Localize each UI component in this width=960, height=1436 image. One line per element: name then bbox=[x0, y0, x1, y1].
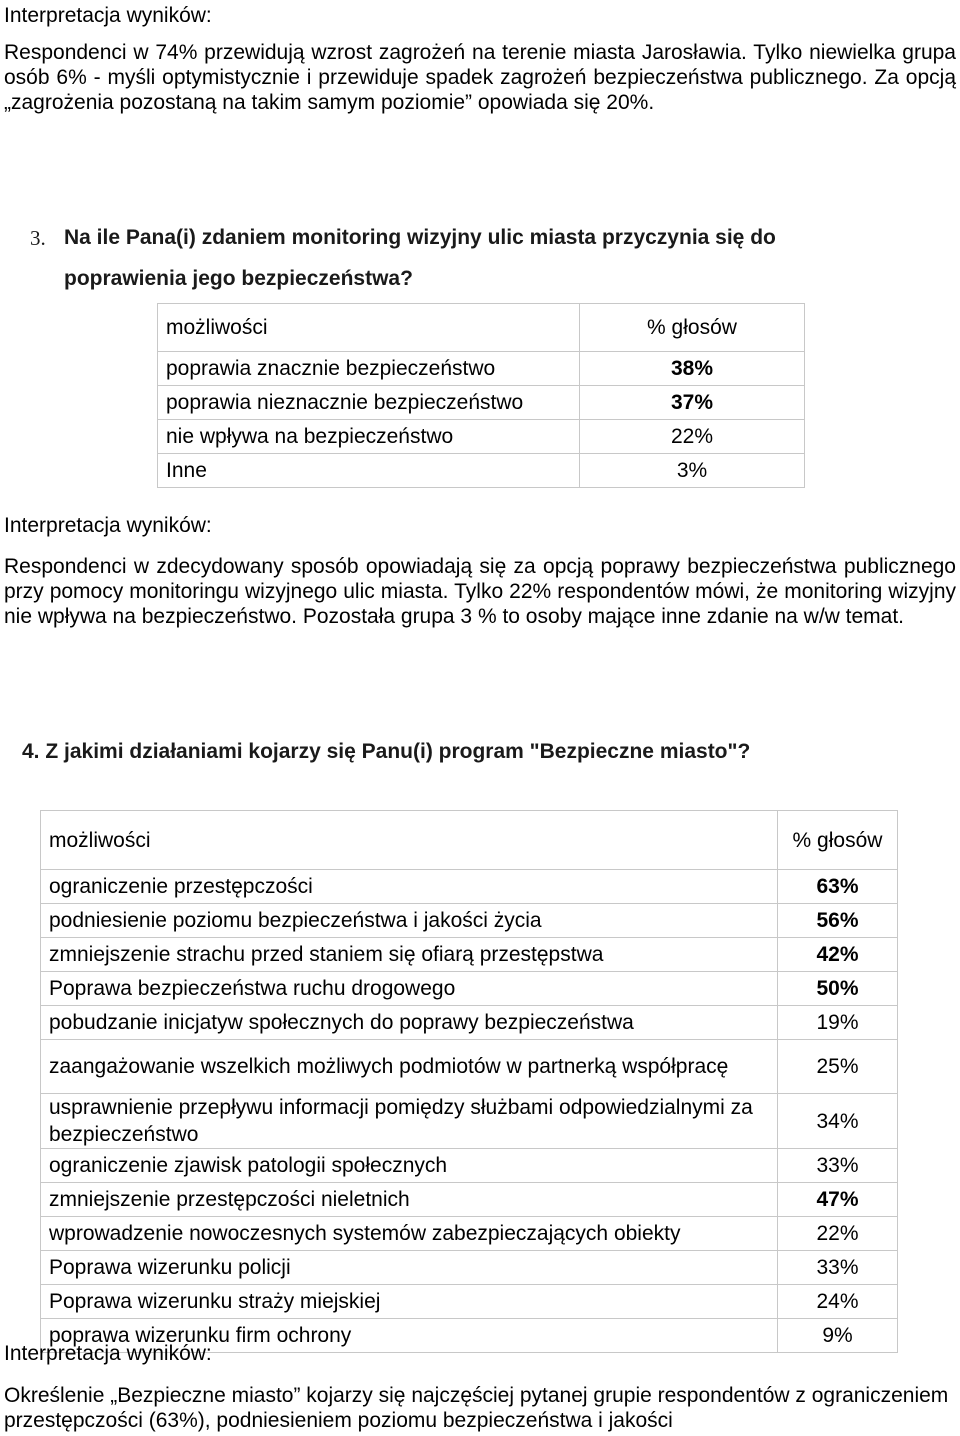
table-row bbox=[41, 1183, 898, 1217]
row-option: zmniejszenie przestępczości nieletnich bbox=[41, 1183, 778, 1217]
row-pct: 56% bbox=[778, 904, 898, 938]
row-pct: 9% bbox=[778, 1319, 898, 1353]
row-option: wprowadzenie nowoczesnych systemów zabezpieczających obiekty bbox=[41, 1217, 778, 1251]
header-option: możliwości bbox=[41, 811, 778, 870]
question-3-line1: Na ile Pana(i) zdaniem monitoring wizyjny ulic miasta przyczynia się do bbox=[64, 226, 776, 249]
row-pct: 19% bbox=[778, 1006, 898, 1040]
row-option: zaangażowanie wszelkich możliwych podmiotów w partnerką współpracę bbox=[41, 1040, 778, 1094]
table-row bbox=[41, 870, 898, 904]
row-pct: 34% bbox=[778, 1094, 898, 1149]
table-row bbox=[158, 352, 805, 386]
table-row bbox=[158, 420, 805, 454]
row-option: zmniejszenie strachu przed staniem się ofiarą przestępstwa bbox=[41, 938, 778, 972]
table-row bbox=[41, 1040, 898, 1094]
row-pct: 3% bbox=[580, 454, 805, 488]
row-pct: 22% bbox=[778, 1217, 898, 1251]
table-row bbox=[41, 1217, 898, 1251]
header-option: możliwości bbox=[158, 304, 580, 352]
row-option: podniesienie poziomu bezpieczeństwa i jakości życia bbox=[41, 904, 778, 938]
row-pct: 33% bbox=[778, 1149, 898, 1183]
row-pct: 42% bbox=[778, 938, 898, 972]
interpretation-text-2: Respondenci w zdecydowany sposób opowiadają się za opcją poprawy bezpieczeństwa publicznego przy pomocy monitoringu wizyjnego ulic miasta. Tylko 22% respondentów mówi, że monitoring wizyjny nie wpływa na bezpieczeństwo. Pozostała grupa 3 % to osoby mające inne zdanie na w/w temat. bbox=[4, 555, 956, 628]
interpretation-label-1: Interpretacja wyników: bbox=[4, 4, 212, 27]
row-option: ograniczenie zjawisk patologii społecznych bbox=[41, 1149, 778, 1183]
row-option: ograniczenie przestępczości bbox=[41, 870, 778, 904]
row-option: nie wpływa na bezpieczeństwo bbox=[158, 420, 580, 454]
row-option: poprawia znacznie bezpieczeństwo bbox=[158, 352, 580, 386]
header-pct: % głosów bbox=[580, 304, 805, 352]
table-row bbox=[41, 938, 898, 972]
table-header-row bbox=[158, 304, 805, 352]
row-option: poprawa wizerunku firm ochrony bbox=[41, 1319, 778, 1353]
table-row bbox=[41, 1285, 898, 1319]
row-pct: 25% bbox=[778, 1040, 898, 1094]
table-row bbox=[41, 1149, 898, 1183]
row-pct: 63% bbox=[778, 870, 898, 904]
interpretation-label-2: Interpretacja wyników: bbox=[4, 514, 212, 537]
question-3-number bbox=[30, 226, 46, 251]
row-option: Inne bbox=[158, 454, 580, 488]
table-row bbox=[41, 1094, 898, 1149]
question-4-title: 4. Z jakimi działaniami kojarzy się Panu(i) program "Bezpieczne miasto"? bbox=[22, 740, 751, 763]
row-pct: 37% bbox=[580, 386, 805, 420]
row-option: usprawnienie przepływu informacji pomiędzy służbami odpowiedzialnymi za bezpieczeństwo bbox=[41, 1094, 778, 1149]
row-option: Poprawa wizerunku policji bbox=[41, 1251, 778, 1285]
row-option: Poprawa bezpieczeństwa ruchu drogowego bbox=[41, 972, 778, 1006]
results-table-q4 bbox=[40, 810, 898, 1353]
row-option: Poprawa wizerunku straży miejskiej bbox=[41, 1285, 778, 1319]
row-pct: 50% bbox=[778, 972, 898, 1006]
table-row bbox=[41, 1251, 898, 1285]
row-option: poprawia nieznacznie bezpieczeństwo bbox=[158, 386, 580, 420]
row-pct: 22% bbox=[580, 420, 805, 454]
row-option: pobudzanie inicjatyw społecznych do poprawy bezpieczeństwa bbox=[41, 1006, 778, 1040]
interpretation-text-1: Respondenci w 74% przewidują wzrost zagrożeń na terenie miasta Jarosławia. Tylko niewielka grupa osób 6% - myśli optymistycznie i przewiduje spadek zagrożeń bezpieczeństwa publicznego. Za opcją „zagrożenia pozostaną na takim samym poziomie” opowiada się 20%. bbox=[4, 41, 956, 114]
results-table-q3 bbox=[157, 303, 805, 488]
row-pct: 47% bbox=[778, 1183, 898, 1217]
table-header-row bbox=[41, 811, 898, 870]
table-row bbox=[158, 454, 805, 488]
table-row bbox=[158, 386, 805, 420]
question-3-line2: poprawienia jego bezpieczeństwa? bbox=[64, 267, 413, 290]
table-row bbox=[41, 904, 898, 938]
question-number: 3. bbox=[30, 226, 46, 250]
interpretation-text-3: Określenie „Bezpieczne miasto” kojarzy się najczęściej pytanej grupie respondentów z ograniczeniem przestępczości (63%), podniesieniem poziomu bezpieczeństwa i jakości bbox=[4, 1384, 949, 1432]
row-pct: 38% bbox=[580, 352, 805, 386]
interpretation-label-3: Interpretacja wyników: bbox=[4, 1342, 212, 1365]
table-row bbox=[41, 972, 898, 1006]
header-pct: % głosów bbox=[778, 811, 898, 870]
row-pct: 24% bbox=[778, 1285, 898, 1319]
table-row bbox=[41, 1006, 898, 1040]
row-pct: 33% bbox=[778, 1251, 898, 1285]
